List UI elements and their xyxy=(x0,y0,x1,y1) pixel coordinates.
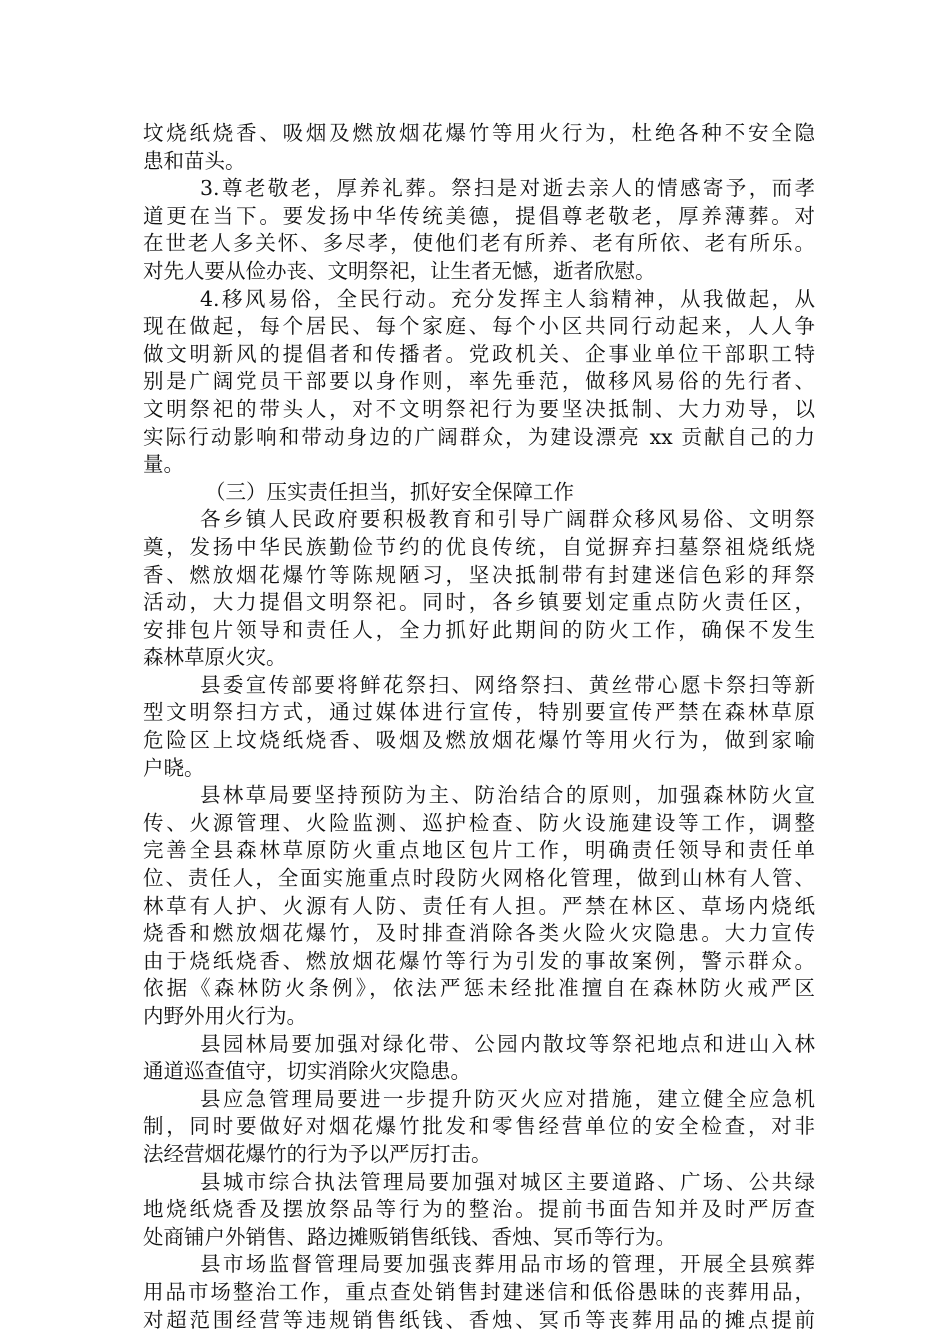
text-line: 做文明新风的提倡者和传播者。党政机关、企事业单位干部职工特 xyxy=(143,341,815,366)
text-line: 活动，大力提倡文明祭祀。同时，各乡镇要划定重点防火责任区， xyxy=(143,590,815,615)
text-line: 坟烧纸烧香、吸烟及燃放烟花爆竹等用火行为，杜绝各种不安全隐 xyxy=(143,121,815,145)
text-line: 位、责任人，全面实施重点时段防火网格化管理，做到山林有人管、 xyxy=(143,866,815,891)
text-line: 量。 xyxy=(143,452,184,477)
text-line: 现在做起，每个居民、每个家庭、每个小区共同行动起来，人人争 xyxy=(143,314,815,339)
text-line: 县林草局要坚持预防为主、防治结合的原则，加强森林防火宣 xyxy=(200,783,815,808)
text-line: 县委宣传部要将鲜花祭扫、网络祭扫、黄丝带心愿卡祭扫等新 xyxy=(200,672,815,697)
text-line: 用品市场整治工作，重点查处销售封建迷信和低俗愚昧的丧葬用品， xyxy=(143,1279,815,1304)
text-line: 4.移风易俗，全民行动。充分发挥主人翁精神，从我做起，从 xyxy=(200,286,815,311)
text-line: 县城市综合执法管理局要加强对城区主要道路、广场、公共绿 xyxy=(200,1169,815,1194)
text-line: 对超范围经营等违规销售纸钱、香烛、冥币等丧葬用品的摊点提前 xyxy=(143,1307,815,1332)
text-line: 奠，发扬中华民族勤俭节约的优良传统，自觉摒弃扫墓祭祖烧纸烧 xyxy=(143,534,815,559)
text-line: 户晓。 xyxy=(143,755,205,780)
text-line: 由于烧纸烧香、燃放烟花爆竹等行为引发的事故案例，警示群众。 xyxy=(143,948,815,973)
text-line: 实际行动影响和带动身边的广阔群众，为建设漂亮 xx 贡献自己的力 xyxy=(143,424,815,449)
text-line: 各乡镇人民政府要积极教育和引导广阔群众移风易俗、文明祭 xyxy=(200,507,815,532)
text-line: 型文明祭扫方式，通过媒体进行宣传，特别要宣传严禁在森林草原 xyxy=(143,700,815,725)
section-heading: （三）压实责任担当，抓好安全保障工作 xyxy=(205,479,574,504)
text-line: 完善全县森林草原防火重点地区包片工作，明确责任领导和责任单 xyxy=(143,838,815,863)
text-line: 制，同时要做好对烟花爆竹批发和零售经营单位的安全检查，对非 xyxy=(143,1114,815,1139)
text-line: 别是广阔党员干部要以身作则，率先垂范，做移风易俗的先行者、 xyxy=(143,369,815,394)
text-line: 烧香和燃放烟花爆竹，及时排查消除各类火险火灾隐患。大力宣传 xyxy=(143,921,815,946)
text-line: 内野外用火行为。 xyxy=(143,1004,307,1028)
text-line: 县市场监督管理局要加强丧葬用品市场的管理，开展全县殡葬 xyxy=(200,1252,815,1277)
text-line: 法经营烟花爆竹的行为予以严厉打击。 xyxy=(143,1141,492,1166)
text-line: 香、燃放烟花爆竹等陈规陋习，坚决抵制带有封建迷信色彩的拜祭 xyxy=(143,562,815,587)
text-line: 县园林局要加强对绿化带、公园内散坟等祭祀地点和进山入林 xyxy=(200,1031,815,1056)
text-line: 对先人要从俭办丧、文明祭祀，让生者无憾，逝者欣慰。 xyxy=(143,258,656,283)
text-line: 在世老人多关怀、多尽孝，使他们老有所养、老有所依、老有所乐。 xyxy=(143,231,815,256)
document-body xyxy=(143,120,815,1334)
text-line: 道更在当下。要发扬中华传统美德，提倡尊老敬老，厚养薄葬。对 xyxy=(143,203,815,228)
text-line: 依据《森林防火条例》，依法严惩未经批准擅自在森林防火戒严区 xyxy=(143,976,815,1001)
text-line: 县应急管理局要进一步提升防灭火应对措施，建立健全应急机 xyxy=(200,1086,815,1111)
text-line: 危险区上坟烧纸烧香、吸烟及燃放烟花爆竹等用火行为，做到家喻 xyxy=(143,728,815,753)
text-line: 通道巡查值守，切实消除火灾隐患。 xyxy=(143,1059,471,1084)
text-line: 处商铺户外销售、路边摊贩销售纸钱、香烛、冥币等行为。 xyxy=(143,1224,676,1249)
text-line: 文明祭祀的带头人，对不文明祭祀行为要坚决抵制、大力劝导，以 xyxy=(143,396,815,421)
text-line: 地烧纸烧香及摆放祭品等行为的整治。提前书面告知并及时严厉查 xyxy=(143,1197,815,1222)
text-line: 安排包片领导和责任人，全力抓好此期间的防火工作，确保不发生 xyxy=(143,617,815,642)
text-line: 3.尊老敬老，厚养礼葬。祭扫是对逝去亲人的情感寄予，而孝 xyxy=(200,176,815,201)
text-line: 患和苗头。 xyxy=(143,148,246,173)
text-line: 林草有人护、火源有人防、责任有人担。严禁在林区、草场内烧纸 xyxy=(143,893,815,918)
text-line: 森林草原火灾。 xyxy=(143,645,287,670)
text-line: 传、火源管理、火险监测、巡护检查、防火设施建设等工作，调整 xyxy=(143,810,815,835)
